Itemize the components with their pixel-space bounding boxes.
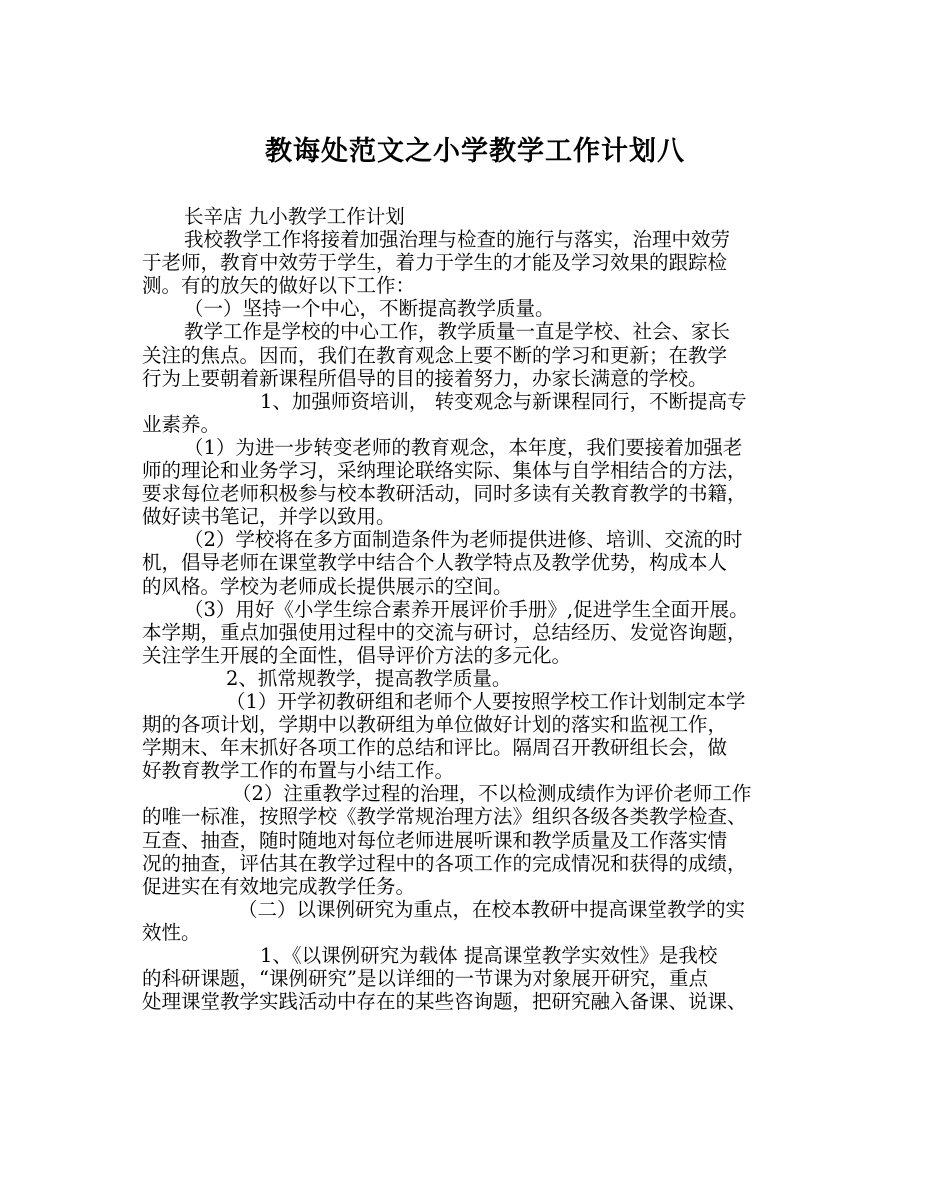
body-line: 关注学生开展的全面性，倡导评价方法的多元化。 [142, 643, 572, 667]
body-line: 期的各项计划，学期中以教研组为单位做好计划的落实和监视工作， [142, 713, 728, 737]
body-line: 于老师，教育中效劳于学生，着力于学生的才能及学习效果的跟踪检 [142, 251, 728, 275]
body-line: 的唯一标准，按照学校《教学常规治理方法》组织各级各类教学检查、 [142, 805, 747, 829]
body-line: 1、《以课例研究为载体 提高课堂教学实效性》是我校 [260, 944, 718, 967]
body-line: （1）开学初教研组和老师个人要按照学校工作计划制定本学 [226, 689, 746, 713]
body-line: 促进实在有效地完成教学任务。 [142, 874, 416, 898]
body-line: 关注的焦点。因而，我们在教育观念上要不断的学习和更新；在教学 [142, 343, 728, 367]
body-line: 行为上要朝着新课程所倡导的目的接着努力，办家长满意的学校。 [142, 366, 708, 390]
body-line: 处理课堂教学实践活动中存在的某些咨询题，把研究融入备课、说课、 [142, 990, 747, 1014]
body-line: 况的抽查，评估其在教学过程中的各项工作的完成情况和获得的成绩， [142, 851, 747, 875]
body-line: 的风格。学校为老师成长提供展示的空间。 [142, 574, 513, 598]
body-line: 测。有的放矢的做好以下工作： [142, 274, 416, 298]
body-line: 效性。 [142, 920, 201, 944]
body-line: （1）为进一步转变老师的教育观念，本年度，我们要接着加强老 [184, 435, 743, 459]
body-line: 做好读书笔记，并学以致用。 [142, 505, 396, 529]
document-body [142, 205, 832, 1013]
body-line: （2）学校将在多方面制造条件为老师提供进修、培训、交流的时 [184, 528, 743, 552]
body-line: 长辛店 九小教学工作计划 [184, 205, 405, 228]
body-line: （2）注重教学过程的治理，不以检测成绩作为评价老师工作 [232, 782, 752, 806]
body-line: （一）坚持一个中心，不断提高教学质量。 [184, 297, 555, 321]
body-line: 好教育教学工作的布置与小结工作。 [142, 759, 455, 783]
body-line: 的科研课题，“课例研究”是以详细的一节课为对象展开研究，重点 [142, 967, 708, 991]
body-line: 要求每位老师积极参与校本教研活动，同时多读有关教育教学的书籍， [142, 482, 747, 506]
body-line: 学期末、年末抓好各项工作的总结和评比。隔周召开教研组长会，做 [142, 736, 728, 760]
body-line: 我校教学工作将接着加强治理与检查的施行与落实，治理中效劳 [184, 228, 731, 252]
body-line: 教学工作是学校的中心工作，教学质量一直是学校、社会、家长 [184, 320, 731, 344]
body-line: 师的理论和业务学习，采纳理论联络实际、集体与自学相结合的方法， [142, 459, 747, 483]
document-title: 教诲处范文之小学教学工作计划八 [265, 136, 685, 167]
body-line: 机，倡导老师在课堂教学中结合个人教学特点及教学优势，构成本人 [142, 551, 728, 575]
body-line: 业素养。 [142, 412, 221, 436]
body-line: 互查、抽查，随时随地对每位老师进展听课和教学质量及工作落实情 [142, 828, 728, 852]
body-line: 本学期，重点加强使用过程中的交流与研讨，总结经历、发觉咨询题， [142, 620, 747, 644]
body-line: 2、抓常规教学，提高教学质量。 [226, 666, 512, 690]
body-line: （3）用好《小学生综合素养开展评价手册》,促进学生全面开展。 [184, 597, 749, 621]
body-line: 1、加强师资培训， 转变观念与新课程同行，不断提高专 [260, 389, 747, 413]
body-line: （二）以课例研究为重点，在校本教研中提高课堂教学的实 [238, 897, 746, 921]
